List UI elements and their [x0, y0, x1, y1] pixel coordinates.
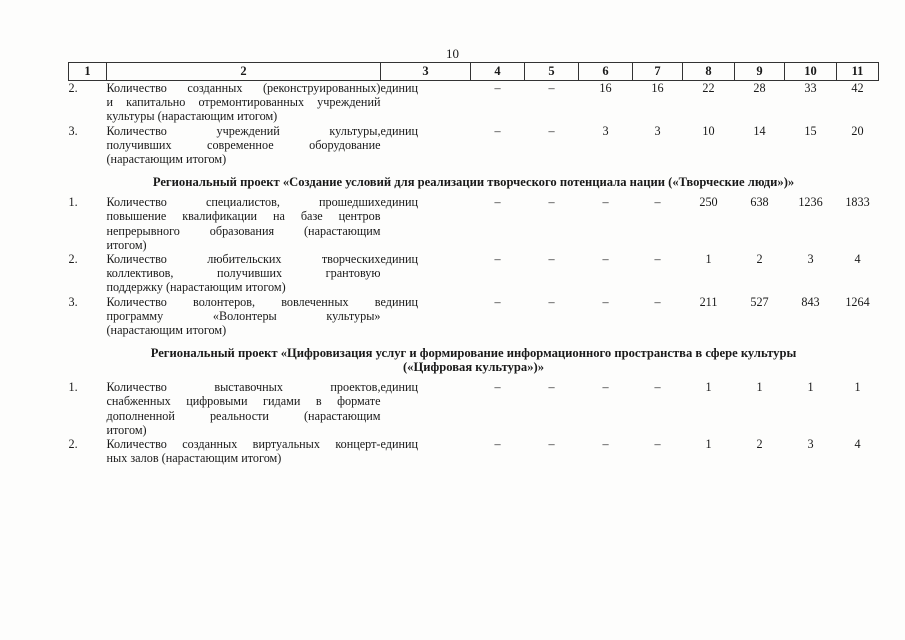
row-number: 3.	[68, 294, 78, 309]
column-header: 6	[579, 63, 633, 81]
indicator-name-line: коллективов, получивших грантовую	[106, 266, 381, 281]
indicator-name	[107, 195, 381, 252]
value-cell: 1	[756, 380, 763, 395]
indicators-table	[68, 62, 879, 465]
column-header: 3	[381, 63, 471, 81]
section-title-line: («Цифровая культура»)»	[402, 360, 544, 375]
column-header: 7	[633, 63, 683, 81]
value-cell: 843	[801, 294, 820, 309]
value-cell: 3	[654, 123, 661, 138]
value-cell: –	[602, 252, 609, 267]
page-number: 10	[446, 46, 459, 61]
indicator-name-line: итогом)	[106, 237, 147, 252]
value-cell: –	[494, 195, 501, 210]
value-cell: 16	[651, 81, 664, 95]
indicator-name-line: и капитально отремонтированных учреждений	[106, 95, 381, 110]
value-cell: 10	[702, 123, 715, 138]
indicator-name-line: непрерывного образования (нарастающим	[106, 223, 381, 238]
value-cell: –	[494, 81, 501, 95]
unit-cell: единиц	[380, 380, 419, 395]
section-title: Региональный проект «Создание условий для реализации творческого потенциала нации («Творческие люди»)»	[152, 175, 795, 190]
indicator-name-line: поддержку (нарастающим итогом)	[106, 280, 286, 295]
value-cell: –	[494, 437, 501, 452]
section-heading-row	[69, 166, 879, 195]
row-number: 2.	[68, 81, 78, 95]
value-cell: –	[548, 252, 555, 267]
value-cell: 1	[807, 380, 814, 395]
table-row	[69, 380, 879, 437]
value-cell: –	[654, 294, 661, 309]
indicator-name	[107, 81, 381, 124]
value-cell: –	[548, 294, 555, 309]
indicator-name-line: программу «Волонтеры культуры»	[106, 308, 381, 323]
value-cell: 16	[599, 81, 612, 95]
value-cell: –	[548, 380, 555, 395]
indicator-name-line: Количество созданных (реконструированных)	[106, 81, 381, 95]
value-cell: 4	[854, 437, 861, 452]
column-header: 5	[525, 63, 579, 81]
table-row	[69, 252, 879, 295]
indicator-name	[107, 437, 381, 465]
value-cell: 1264	[845, 294, 870, 309]
value-cell: 1236	[798, 195, 823, 210]
value-cell: 4	[854, 252, 861, 267]
table-row	[69, 81, 879, 124]
value-cell: –	[548, 81, 555, 95]
row-number: 1.	[68, 195, 78, 210]
table-row	[69, 437, 879, 465]
value-cell: 20	[851, 123, 864, 138]
value-cell: 527	[750, 294, 769, 309]
table-header-row	[69, 63, 879, 81]
unit-cell: единиц	[380, 195, 419, 210]
indicator-name-line: Количество выставочных проектов,	[106, 380, 381, 395]
indicator-name-line: итогом)	[106, 422, 147, 437]
indicator-name	[107, 295, 381, 338]
section-title-line: Региональный проект «Цифровизация услуг и формирование информационного пространства в сфере культуры	[150, 346, 797, 361]
column-header: 4	[471, 63, 525, 81]
value-cell: 1	[854, 380, 861, 395]
value-cell: –	[654, 437, 661, 452]
unit-cell: единиц	[380, 252, 419, 267]
value-cell: –	[494, 252, 501, 267]
row-number: 2.	[68, 437, 78, 452]
value-cell: 33	[804, 81, 817, 95]
value-cell: 1	[705, 437, 712, 452]
value-cell: –	[548, 195, 555, 210]
value-cell: –	[602, 195, 609, 210]
value-cell: 14	[753, 123, 766, 138]
indicator-name-line: Количество волонтеров, вовлеченных в	[106, 294, 381, 309]
value-cell: 638	[750, 195, 769, 210]
value-cell: 42	[851, 81, 864, 95]
indicator-name-line: снабженных цифровыми гидами в формате	[106, 394, 381, 409]
table-row	[69, 124, 879, 167]
unit-cell: единиц	[380, 123, 419, 138]
value-cell: 2	[756, 252, 763, 267]
value-cell: 250	[699, 195, 718, 210]
table-row	[69, 295, 879, 338]
value-cell: 1	[705, 252, 712, 267]
column-header: 10	[785, 63, 837, 81]
section-title	[69, 337, 879, 380]
value-cell: 28	[753, 81, 766, 95]
unit-cell: единиц	[380, 81, 419, 95]
value-cell: –	[654, 380, 661, 395]
value-cell: –	[602, 380, 609, 395]
indicator-name-line: Количество учреждений культуры,	[106, 123, 381, 138]
indicator-name-line: получивших современное оборудование	[106, 137, 381, 152]
indicator-name	[107, 252, 381, 295]
value-cell: 2	[756, 437, 763, 452]
value-cell: 3	[807, 252, 814, 267]
indicator-name	[107, 124, 381, 167]
indicator-name-line: Количество любительских творческих	[106, 252, 381, 267]
indicator-name-line: (нарастающим итогом)	[106, 152, 227, 167]
value-cell: –	[602, 294, 609, 309]
value-cell: 211	[699, 294, 718, 309]
value-cell: –	[494, 294, 501, 309]
column-header: 11	[837, 63, 879, 81]
unit-cell: единиц	[380, 437, 419, 452]
column-header: 2	[107, 63, 381, 81]
value-cell: –	[654, 252, 661, 267]
value-cell: –	[548, 123, 555, 138]
indicator-name-line: (нарастающим итогом)	[106, 323, 227, 338]
indicator-name-line: Количество созданных виртуальных концерт-	[106, 437, 381, 452]
value-cell: –	[494, 123, 501, 138]
value-cell: 1	[705, 380, 712, 395]
indicator-name-line: повышение квалификации на базе центров	[106, 209, 381, 224]
value-cell: –	[548, 437, 555, 452]
value-cell: 3	[602, 123, 609, 138]
column-header: 9	[735, 63, 785, 81]
row-number: 2.	[68, 252, 78, 267]
indicator-name-line: ных залов (нарастающим итогом)	[106, 451, 282, 466]
unit-cell: единиц	[380, 294, 419, 309]
table-row	[69, 195, 879, 252]
row-number: 1.	[68, 380, 78, 395]
value-cell: 22	[702, 81, 715, 95]
row-number: 3.	[68, 123, 78, 138]
value-cell: –	[654, 195, 661, 210]
indicator-name-line: дополненной реальности (нарастающим	[106, 408, 381, 423]
indicator-name-line: культуры (нарастающим итогом)	[106, 109, 278, 124]
value-cell: 3	[807, 437, 814, 452]
value-cell: 1833	[845, 195, 870, 210]
value-cell: –	[494, 380, 501, 395]
column-header: 8	[683, 63, 735, 81]
value-cell: 15	[804, 123, 817, 138]
section-heading-row	[69, 337, 879, 380]
value-cell: –	[602, 437, 609, 452]
column-header: 1	[69, 63, 107, 81]
indicator-name-line: Количество специалистов, прошедших	[106, 195, 381, 210]
indicator-name	[107, 380, 381, 437]
